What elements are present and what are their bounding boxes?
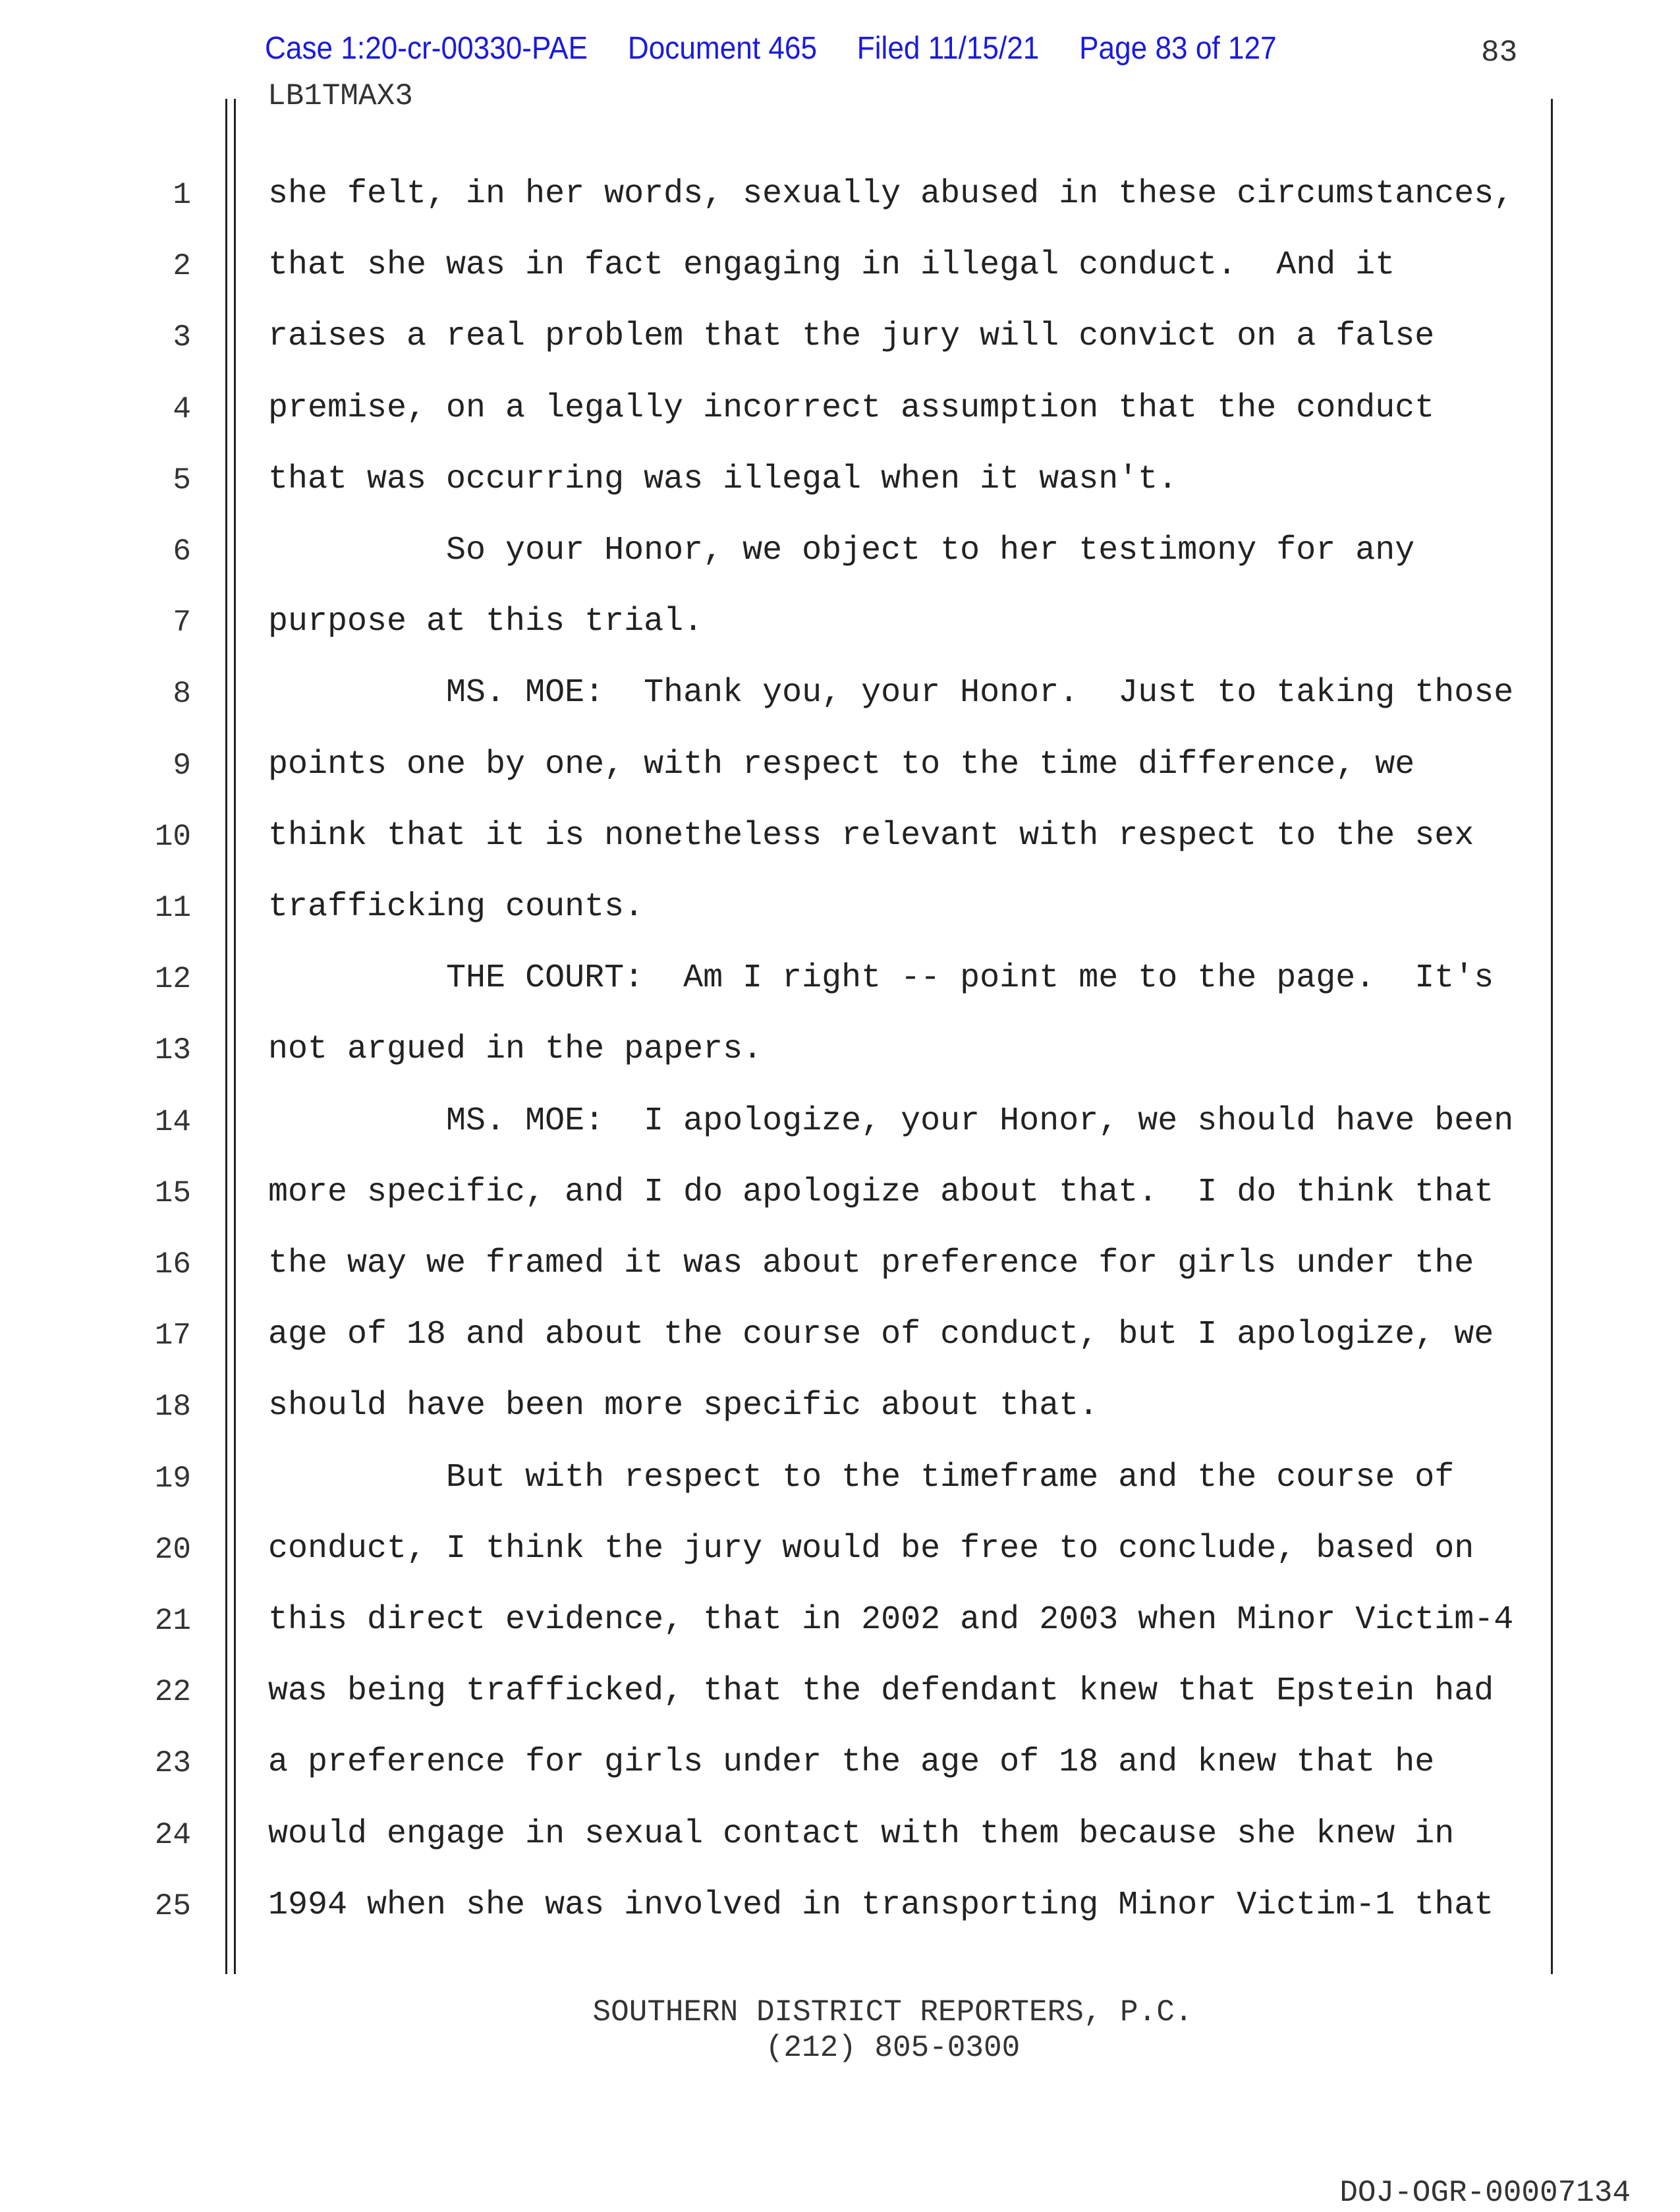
left-margin-rule-outer — [225, 99, 227, 1974]
transcript-line: should have been more specific about that. — [268, 1387, 1099, 1425]
transcript-line: premise, on a legally incorrect assumption that the conduct — [268, 389, 1435, 427]
line-number: 22 — [154, 1675, 191, 1710]
transcript-line: But with respect to the timeframe and the course of — [268, 1458, 1455, 1496]
right-margin-rule — [1551, 99, 1553, 1974]
line-number: 17 — [154, 1319, 191, 1353]
filed-date: Filed 11/15/21 — [856, 31, 1040, 66]
transcript-line: trafficking counts. — [268, 888, 644, 926]
line-number: 2 — [173, 249, 191, 284]
transcript-line: think that it is nonetheless relevant with respect to the sex — [268, 816, 1474, 855]
line-number: 18 — [154, 1390, 191, 1425]
transcript-line: not argued in the papers. — [268, 1031, 763, 1069]
case-number: Case 1:20-cr-00330-PAE — [265, 31, 588, 66]
line-number: 21 — [154, 1604, 191, 1638]
transcript-line: that she was in fact engaging in illegal conduct. And it — [268, 246, 1395, 285]
line-number: 15 — [154, 1176, 191, 1210]
transcript-line: this direct evidence, that in 2002 and 2003 when Minor Victim-4 — [268, 1601, 1514, 1639]
line-number: 9 — [173, 748, 191, 783]
page-of: Page 83 of 127 — [1079, 31, 1277, 66]
left-margin-rule-inner — [234, 99, 236, 1974]
transcript-line: that was occurring was illegal when it wasn't. — [268, 460, 1178, 498]
transcript-line: MS. MOE: I apologize, your Honor, we should have been — [268, 1102, 1514, 1140]
transcript-line: the way we framed it was about preference for girls under the — [268, 1245, 1474, 1282]
transcript-line: conduct, I think the jury would be free to conclude, based on — [268, 1529, 1474, 1568]
filing-header — [265, 30, 1316, 67]
line-number: 14 — [154, 1104, 191, 1139]
bates-number: DOJ-OGR-00007134 — [1339, 2176, 1631, 2210]
line-number: 1 — [173, 178, 191, 212]
transcript-line: raises a real problem that the jury will convict on a false — [268, 318, 1435, 356]
transcript-line: a preference for girls under the age of 18 and knew that he — [268, 1744, 1435, 1782]
line-number: 13 — [154, 1033, 191, 1068]
reporter-name: SOUTHERN DISTRICT REPORTERS, P.C. — [592, 1995, 1193, 2029]
transcript-line: age of 18 and about the course of conduct, but I apologize, we — [268, 1316, 1494, 1354]
line-number: 5 — [173, 463, 191, 497]
line-number: 11 — [154, 891, 191, 925]
transcript-line: MS. MOE: Thank you, your Honor. Just to taking those — [268, 674, 1514, 712]
transcript-line: So your Honor, we object to her testimony for any — [268, 532, 1415, 569]
transcript-line: more specific, and I do apologize about that. I do think that — [268, 1173, 1494, 1211]
transcript-line: THE COURT: Am I right -- point me to the page. It's — [268, 959, 1494, 998]
line-number: 16 — [154, 1247, 191, 1282]
line-number: 25 — [154, 1888, 191, 1923]
line-number: 6 — [173, 534, 191, 569]
line-number: 12 — [154, 962, 191, 997]
line-number: 7 — [173, 606, 191, 640]
transcript-line: purpose at this trial. — [268, 603, 704, 641]
line-number: 4 — [173, 391, 191, 426]
reporter-phone: (212) 805-0300 — [765, 2031, 1021, 2065]
transcript-line: was being trafficked, that the defendant knew that Epstein had — [268, 1672, 1494, 1711]
line-number: 10 — [154, 819, 191, 854]
line-number: 8 — [173, 677, 191, 712]
document-number: Document 465 — [627, 31, 818, 66]
line-number: 3 — [173, 320, 191, 355]
line-number: 23 — [154, 1746, 191, 1781]
line-number: 19 — [154, 1461, 191, 1496]
transcript-line: 1994 when she was involved in transporting Minor Victim-1 that — [268, 1886, 1494, 1924]
transcript-line: she felt, in her words, sexually abused in these circumstances, — [268, 175, 1514, 213]
transcript-line: points one by one, with respect to the time difference, we — [268, 745, 1415, 783]
page-number: 83 — [1481, 36, 1518, 70]
transcript-code: LB1TMAX3 — [267, 79, 413, 113]
transcript-line: would engage in sexual contact with them because she knew in — [268, 1815, 1455, 1853]
line-number: 24 — [154, 1817, 191, 1852]
line-number: 20 — [154, 1532, 191, 1567]
